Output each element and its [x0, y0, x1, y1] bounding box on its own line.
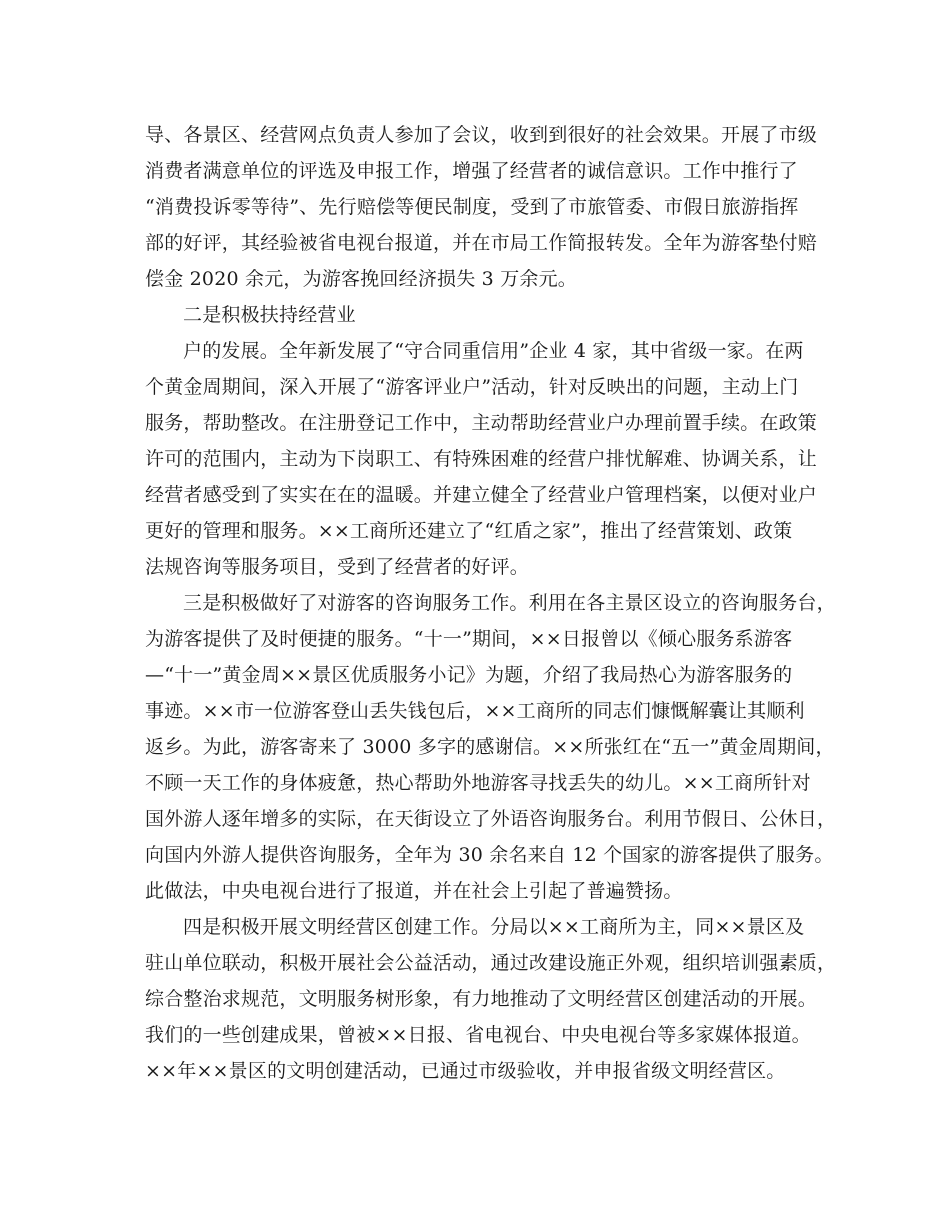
text-line: 我们的一些创建成果，曾被××日报、省电视台、中央电视台等多家媒体报道。	[145, 1024, 811, 1046]
text-line: 许可的范围内，主动为下岗职工、有特殊困难的经营户排忧解难、协调关系，让	[145, 448, 818, 470]
text-line: 消费者满意单位的评选及申报工作，增强了经营者的诚信意识。工作中推行了	[145, 160, 798, 182]
text-line: —“十一”黄金周××景区优质服务小记》为题，介绍了我局热心为游客服务的	[145, 664, 793, 686]
text-line: ××年××景区的文明创建活动，已通过市级验收，并申报省级文明经营区。	[145, 1060, 786, 1082]
text-line: 部的好评，其经验被省电视台报道，并在市局工作简报转发。全年为游客垫付赔	[145, 232, 818, 254]
text-line: “消费投诉零等待”、先行赔偿等便民制度，受到了市旅管委、市假日旅游指挥	[145, 196, 799, 218]
text-line: 国外游人逐年增多的实际，在天街设立了外语咨询服务台。利用节假日、公休日，	[145, 808, 837, 830]
paragraph-start-line: 三是积极做好了对游客的咨询服务工作。利用在各主景区设立的咨询服务台，	[183, 592, 836, 614]
paragraph-start-line: 四是积极开展文明经营区创建工作。分局以××工商所为主，同××景区及	[183, 916, 805, 938]
text-line: 导、各景区、经营网点负责人参加了会议，收到到很好的社会效果。开展了市级	[145, 124, 818, 146]
text-line: 个黄金周期间，深入开展了“游客评业户”活动，针对反映出的问题，主动上门	[145, 376, 799, 398]
text-line: 偿金 2020 余元，为游客挽回经济损失 3 万余元。	[145, 268, 578, 290]
text-line: 综合整治求规范，文明服务树形象，有力地推动了文明经营区创建活动的开展。	[145, 988, 818, 1010]
paragraph-start-line: 户的发展。全年新发展了“守合同重信用”企业 4 家，其中省级一家。在两	[183, 340, 804, 362]
text-line: 为游客提供了及时便捷的服务。“十一”期间，××日报曾以《倾心服务系游客	[145, 628, 793, 650]
text-line: 法规咨询等服务项目，受到了经营者的好评。	[145, 556, 530, 578]
text-line: 经营者感受到了实实在在的温暖。并建立健全了经营业户管理档案，以便对业户	[145, 484, 818, 506]
text-line: 此做法，中央电视台进行了报道，并在社会上引起了普遍赞扬。	[145, 880, 683, 902]
text-line: 服务，帮助整改。在注册登记工作中，主动帮助经营业户办理前置手续。在政策	[145, 412, 818, 434]
text-line: 不顾一天工作的身体疲惫，热心帮助外地游客寻找丢失的幼儿。××工商所针对	[145, 772, 811, 794]
text-line: 事迹。××市一位游客登山丢失钱包后，××工商所的同志们慷慨解囊让其顺利	[145, 700, 805, 722]
section-heading-line: 二是积极扶持经营业	[183, 304, 356, 326]
text-line: 更好的管理和服务。××工商所还建立了“红盾之家”，推出了经营策划、政策	[145, 520, 793, 542]
text-line: 向国内外游人提供咨询服务，全年为 30 余名来自 12 个国家的游客提供了服务。	[145, 844, 834, 866]
document-body	[145, 117, 837, 1089]
text-line: 驻山单位联动，积极开展社会公益活动，通过改建设施正外观，组织培训强素质，	[145, 952, 837, 974]
text-line: 返乡。为此，游客寄来了 3000 多字的感谢信。××所张红在“五一”黄金周期间，	[145, 736, 835, 758]
